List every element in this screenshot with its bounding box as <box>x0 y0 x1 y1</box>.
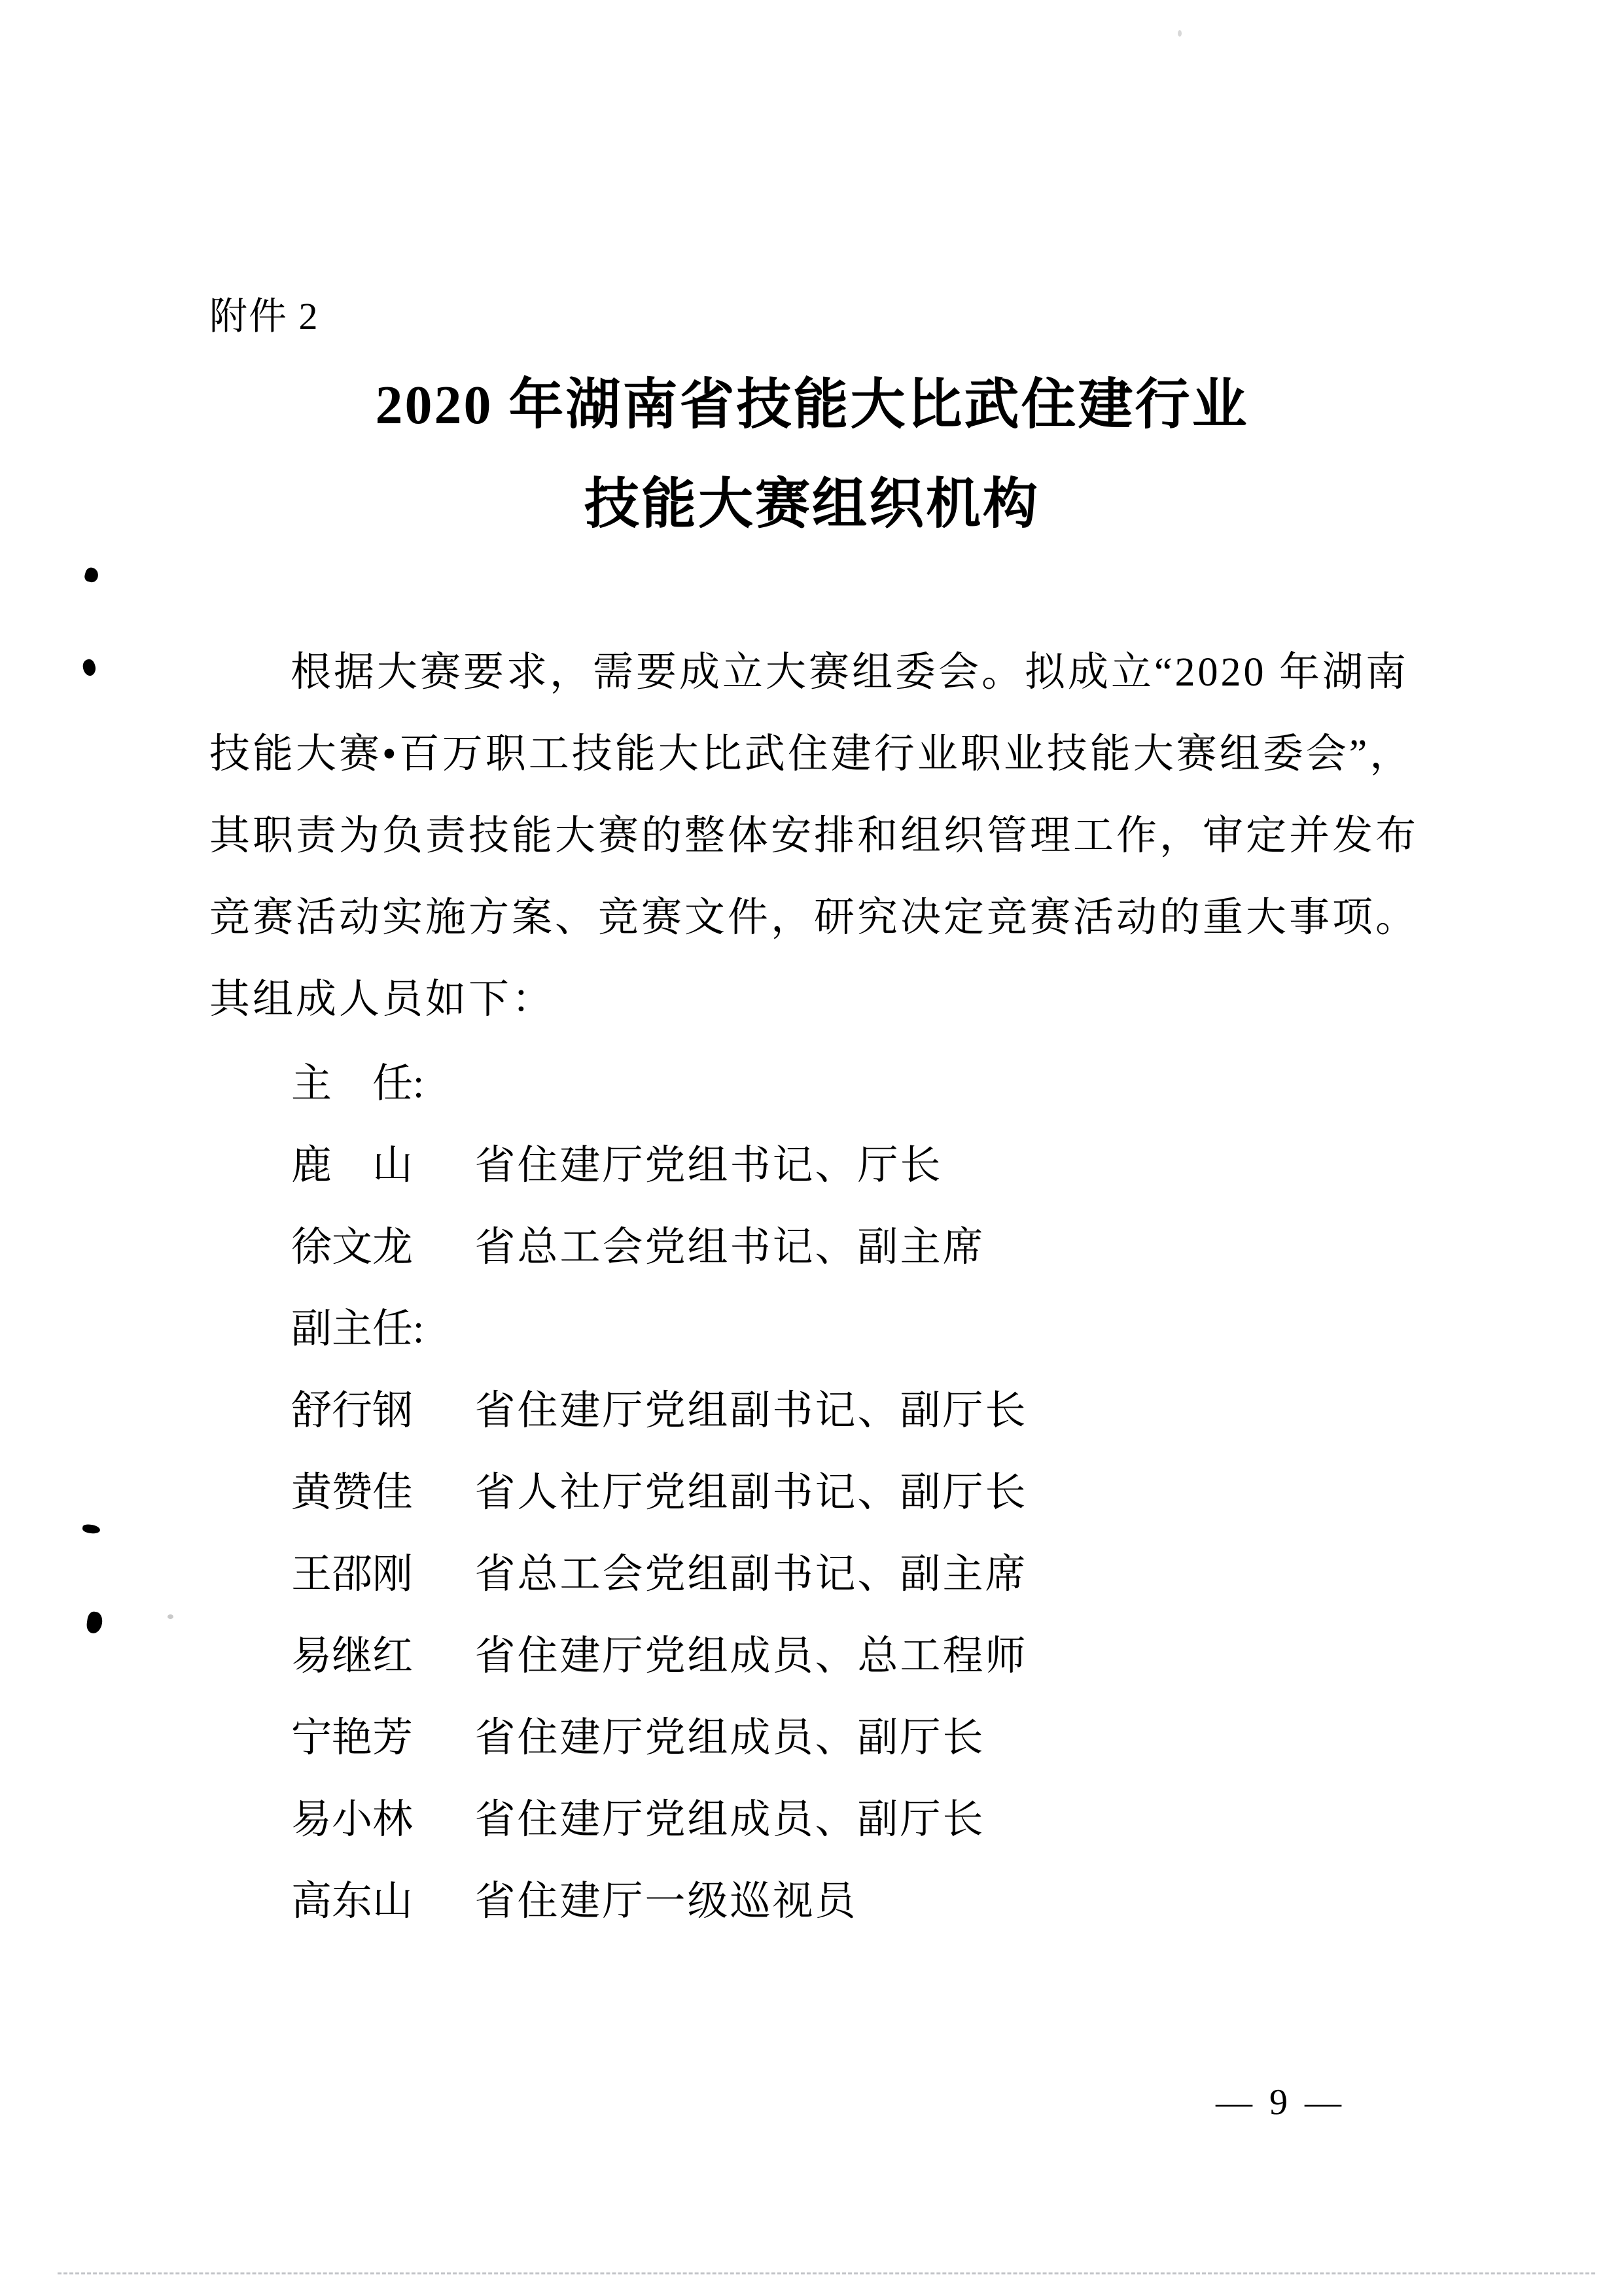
member-title: 省住建厅党组成员、副厅长 <box>474 1798 985 1842</box>
member-row <box>291 1779 1028 1861</box>
director-heading: 主 任: <box>291 1062 425 1106</box>
member-name: 鹿 山 <box>291 1143 414 1188</box>
member-row <box>291 1452 1028 1534</box>
body-paragraph <box>209 632 1453 1041</box>
scan-edge-artifact-line <box>58 2272 1595 2274</box>
member-title: 省住建厅党组成员、副厅长 <box>474 1716 985 1760</box>
paragraph-line: 根据大赛要求，需要成立大赛组委会。拟成立“2020 年湖南 <box>291 650 1409 695</box>
member-row <box>291 1861 1028 1943</box>
member-title: 省住建厅一级巡视员 <box>474 1879 858 1924</box>
member-name: 易小林 <box>291 1798 414 1842</box>
paragraph-line: 竞赛活动实施方案、竞赛文件，研究决定竞赛活动的重大事项。 <box>209 896 1419 940</box>
member-name: 徐文龙 <box>291 1225 414 1270</box>
member-name: 高东山 <box>291 1879 414 1924</box>
paragraph-line: 其职责为负责技能大赛的整体安排和组织管理工作，审定并发布 <box>209 814 1419 858</box>
member-name: 王邵刚 <box>291 1552 414 1597</box>
member-name: 黄赞佳 <box>291 1470 414 1515</box>
scan-speck <box>80 657 98 677</box>
member-title: 省总工会党组书记、副主席 <box>474 1225 985 1270</box>
deputy-heading-row <box>291 1289 1028 1370</box>
paragraph-line: 技能大赛•百万职工技能大比武住建行业职业技能大赛组委会”， <box>209 732 1413 776</box>
member-row <box>291 1697 1028 1779</box>
scan-speck <box>1178 30 1182 37</box>
scan-speck <box>168 1614 173 1619</box>
member-title: 省住建厅党组成员、总工程师 <box>474 1634 1028 1679</box>
committee-member-list <box>291 1043 1028 1943</box>
deputy-heading: 副主任: <box>291 1307 425 1351</box>
member-row <box>291 1616 1028 1697</box>
page-number: — 9 — <box>1216 2082 1345 2123</box>
scan-speck <box>82 1524 100 1535</box>
member-title: 省人社厅党组副书记、副厅长 <box>474 1470 1028 1515</box>
member-row <box>291 1534 1028 1616</box>
member-row <box>291 1207 1028 1289</box>
paragraph-line: 其组成人员如下： <box>209 977 556 1022</box>
member-row <box>291 1370 1028 1452</box>
member-title: 省住建厅党组书记、厅长 <box>474 1143 943 1188</box>
document-title-line-1: 2020 年湖南省技能大比武住建行业 <box>375 375 1249 436</box>
member-row <box>291 1125 1028 1207</box>
member-name: 宁艳芳 <box>291 1716 414 1760</box>
document-title-line-2: 技能大赛组织机构 <box>584 474 1040 535</box>
scan-speck <box>86 1611 103 1635</box>
scan-speck <box>83 566 99 583</box>
member-name: 舒行钢 <box>291 1389 414 1433</box>
attachment-label: 附件 2 <box>209 295 319 338</box>
member-title: 省总工会党组副书记、副主席 <box>474 1552 1028 1597</box>
member-title: 省住建厅党组副书记、副厅长 <box>474 1389 1028 1433</box>
director-heading-row <box>291 1043 1028 1125</box>
member-name: 易继红 <box>291 1634 414 1679</box>
